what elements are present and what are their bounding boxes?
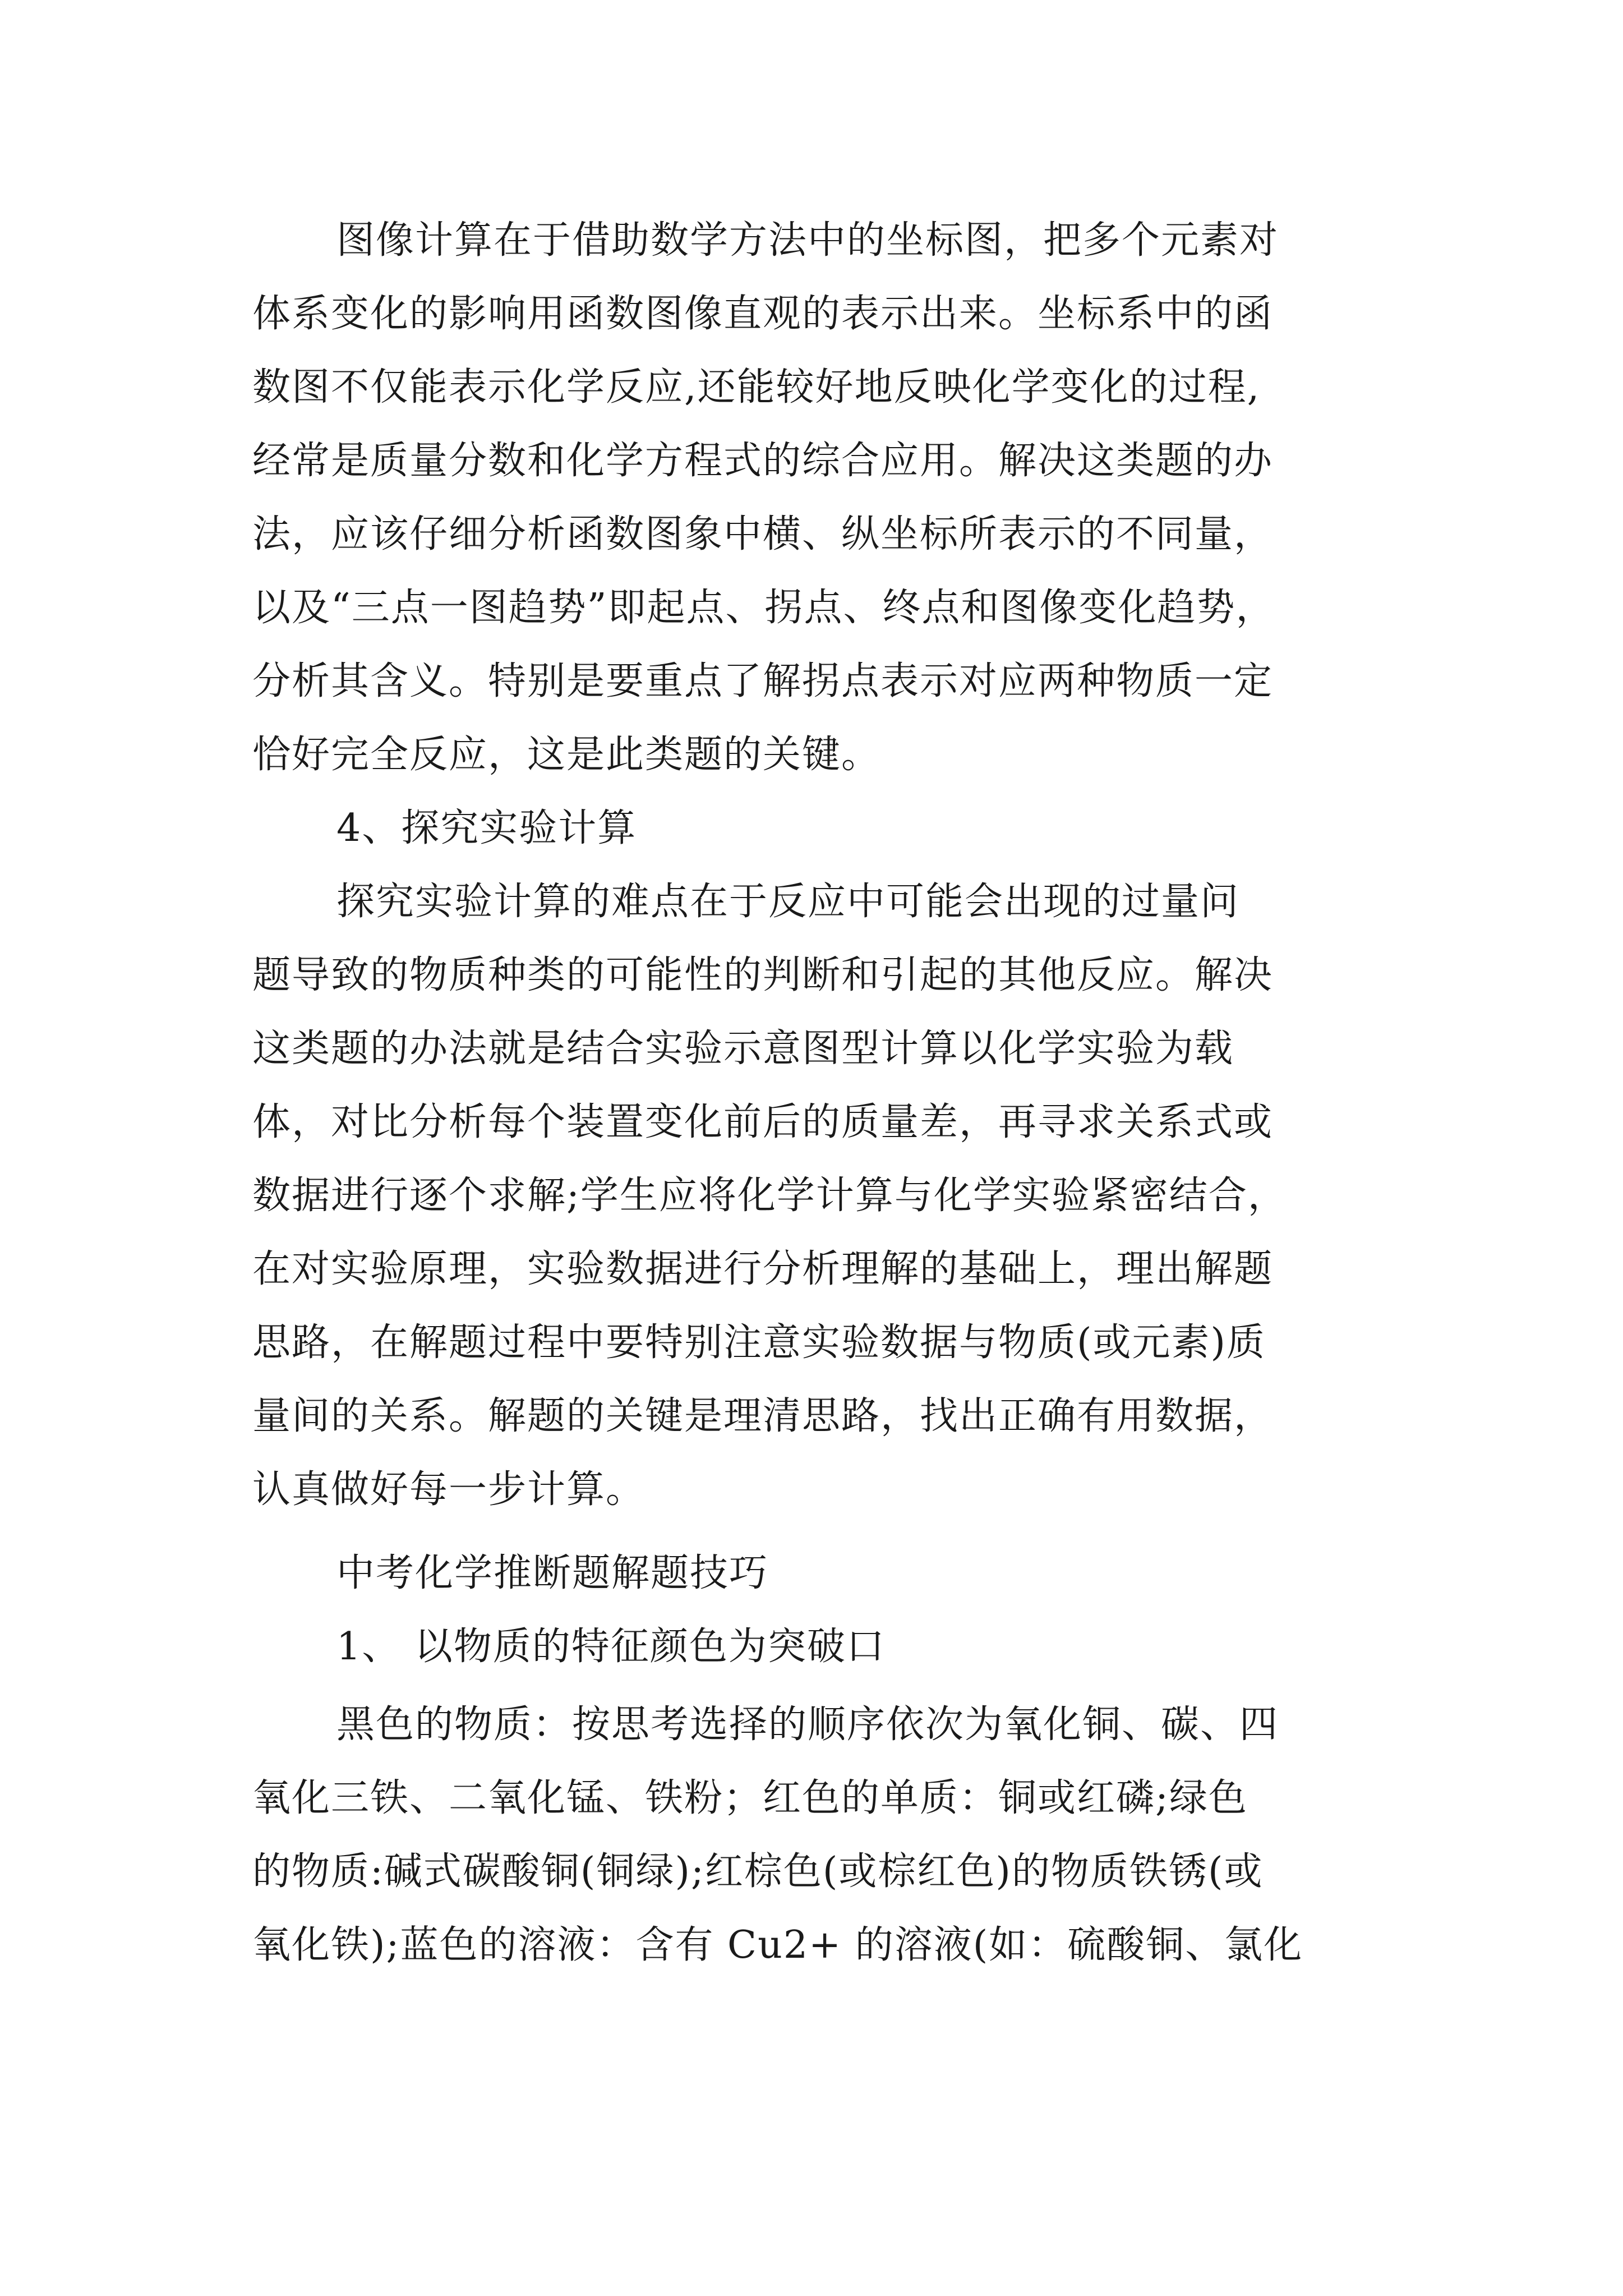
text-line: 以及“三点一图趋势”即起点、拐点、终点和图像变化趋势， bbox=[252, 586, 1275, 630]
text-line: 氧化三铁、二氧化锰、铁粉；红色的单质：铜或红磷;绿色 bbox=[252, 1776, 1248, 1820]
text-line: 图像计算在于借助数学方法中的坐标图，把多个元素对 bbox=[336, 218, 1279, 263]
section-title: 中考化学推断题解题技巧 bbox=[336, 1551, 769, 1595]
text-line: 黑色的物质：按思考选择的顺序依次为氧化铜、碳、四 bbox=[336, 1703, 1279, 1747]
text-line: 这类题的办法就是结合实验示意图型计算以化学实验为载 bbox=[252, 1027, 1234, 1071]
text-line: 分析其含义。特别是要重点了解拐点表示对应两种物质一定 bbox=[252, 659, 1274, 703]
text-line: 数图不仅能表示化学反应,还能较好地反映化学变化的过程, bbox=[252, 365, 1261, 409]
text-line: 经常是质量分数和化学方程式的综合应用。解决这类题的办 bbox=[252, 439, 1274, 483]
text-line: 认真做好每一步计算。 bbox=[252, 1467, 645, 1512]
text-line: 数据进行逐个求解;学生应将化学计算与化学实验紧密结合， bbox=[252, 1174, 1287, 1218]
section-heading: 4、探究实验计算 bbox=[336, 806, 637, 850]
text-line: 量间的关系。解题的关键是理清思路，找出正确有用数据， bbox=[252, 1394, 1274, 1438]
text-line: 在对实验原理，实验数据进行分析理解的基础上，理出解题 bbox=[252, 1247, 1274, 1291]
text-line: 的物质:碱式碳酸铜(铜绿);红棕色(或棕红色)的物质铁锈(或 bbox=[252, 1849, 1264, 1894]
text-line: 法，应该仔细分析函数图象中横、纵坐标所表示的不同量， bbox=[252, 512, 1274, 556]
text-line: 探究实验计算的难点在于反应中可能会出现的过量问 bbox=[336, 880, 1240, 924]
text-line: 体，对比分析每个装置变化前后的质量差，再寻求关系式或 bbox=[252, 1100, 1274, 1144]
text-line: 氧化铁);蓝色的溶液：含有 Cu2+ 的溶液(如：硫酸铜、氯化 bbox=[252, 1923, 1303, 1967]
text-line: 思路，在解题过程中要特别注意实验数据与物质(或元素)质 bbox=[252, 1320, 1266, 1365]
text-line: 恰好完全反应，这是此类题的关键。 bbox=[252, 733, 881, 777]
text-line: 体系变化的影响用函数图像直观的表示出来。坐标系中的函 bbox=[252, 292, 1274, 336]
section-heading: 1、 以物质的特征颜色为突破口 bbox=[336, 1625, 886, 1669]
text-line: 题导致的物质种类的可能性的判断和引起的其他反应。解决 bbox=[252, 953, 1274, 997]
